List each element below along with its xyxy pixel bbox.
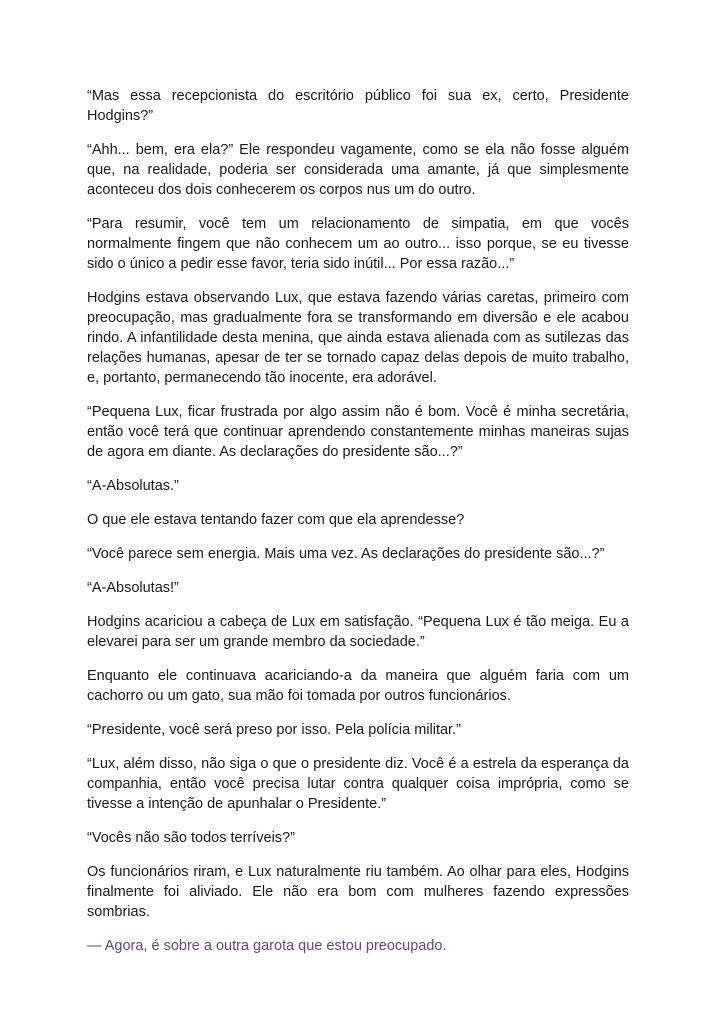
document-page	[87, 86, 629, 956]
paragraph-10: Hodgins acariciou a cabeça de Lux em satisfação. “Pequena Lux é tão meiga. Eu a elevarei para ser um grande membro da sociedade.”	[87, 614, 629, 650]
paragraph-4: Hodgins estava observando Lux, que estava fazendo várias caretas, primeiro com preocupação, mas gradualmente fora se transformando em diversão e ele acabou rindo. A infantilidade desta menina, que ainda estava alienada com as sutilezas das relações humanas, apesar de ter se tornado capaz delas depois de muito trabalho, e, portanto, permanecendo tão inocente, era adorável.	[87, 290, 629, 386]
closing-line: — Agora, é sobre a outra garota que estou preocupado.	[87, 938, 447, 954]
paragraph-13: “Lux, além disso, não siga o que o presidente diz. Você é a estrela da esperança da companhia, então você precisa lutar contra qualquer coisa imprópria, como se tivesse a intenção de apunhalar o Presidente.”	[87, 756, 629, 812]
paragraph-8: “Você parece sem energia. Mais uma vez. As declarações do presidente são...?”	[87, 546, 605, 562]
paragraph-3: “Para resumir, você tem um relacionamento de simpatia, em que vocês normalmente fingem que não conhecem um ao outro... isso porque, se eu tivesse sido o único a pedir esse favor, teria sido inútil... Por essa razão...”	[87, 216, 629, 272]
paragraph-1: “Mas essa recepcionista do escritório público foi sua ex, certo, Presidente Hodgins?”	[87, 88, 629, 124]
paragraph-12: “Presidente, você será preso por isso. Pela polícia militar.”	[87, 722, 461, 738]
paragraph-5: “Pequena Lux, ficar frustrada por algo assim não é bom. Você é minha secretária, então você terá que continuar aprendendo constantemente minhas maneiras sujas de agora em diante. As declarações do presidente são...?”	[87, 404, 629, 460]
paragraph-2: “Ahh... bem, era ela?” Ele respondeu vagamente, como se ela não fosse alguém que, na realidade, poderia ser considerada uma amante, já que simplesmente aconteceu dos dois conhecerem os corpos nus um do outro.	[87, 142, 629, 198]
paragraph-14: “Vocês não são todos terríveis?”	[87, 830, 295, 846]
paragraph-6: “A-Absolutas.”	[87, 478, 179, 494]
paragraph-7: O que ele estava tentando fazer com que ela aprendesse?	[87, 512, 465, 528]
paragraph-15: Os funcionários riram, e Lux naturalmente riu também. Ao olhar para eles, Hodgins finalmente foi aliviado. Ele não era bom com mulheres fazendo expressões sombrias.	[87, 864, 629, 920]
paragraph-11: Enquanto ele continuava acariciando-a da maneira que alguém faria com um cachorro ou um gato, sua mão foi tomada por outros funcionários.	[87, 668, 629, 704]
paragraph-9: “A-Absolutas!”	[87, 580, 179, 596]
